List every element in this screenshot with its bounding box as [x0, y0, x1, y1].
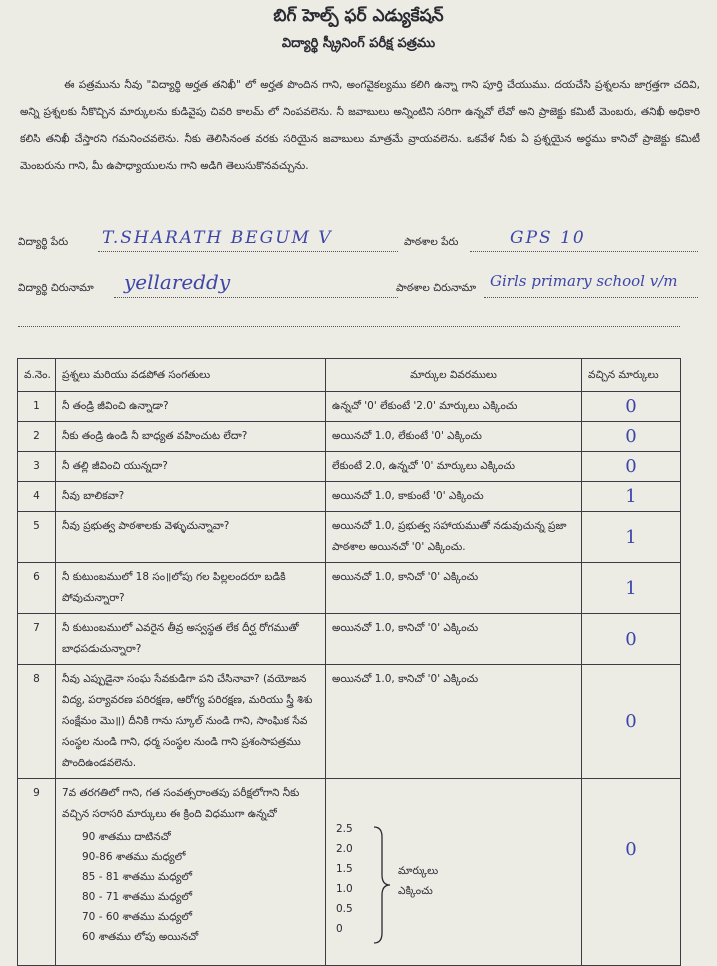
- q9-scale: [332, 783, 575, 961]
- marking-rule: లేకుంటే 2.0, ఉన్నచో '0' మార్కులు ఎక్కించు: [326, 452, 582, 482]
- range-item: 85 - 81 శాతము మధ్యలో: [82, 871, 193, 883]
- table-row: [18, 452, 681, 482]
- range-item: 60 శాతము లోపు అయినచో: [82, 931, 199, 943]
- table-row: [18, 422, 681, 452]
- screening-questions-table: [17, 358, 681, 966]
- marking-rule: అయినచో 1.0, కానిచో '0' ఎక్కించు: [326, 563, 582, 614]
- table-header-row: [18, 359, 681, 392]
- q9-ranges: [82, 827, 319, 947]
- row-number: 2: [18, 422, 56, 452]
- marks-note-line-1: మార్కులు: [398, 865, 439, 877]
- col-header-score: వచ్చిన మార్కులు: [582, 359, 681, 392]
- mark-value: 0: [336, 923, 343, 935]
- school-name-label: పాఠశాల పేరు: [404, 236, 459, 248]
- student-name-field[interactable]: T.SHARATH BEGUM V: [102, 228, 333, 248]
- school-name-line: [470, 251, 698, 252]
- form-title: విద్యార్థి స్క్రీనింగ్ పరీక్ష పత్రము: [281, 36, 436, 51]
- table-row: [18, 482, 681, 512]
- row-number: 4: [18, 482, 56, 512]
- table-row: [18, 512, 681, 563]
- table-row: [18, 665, 681, 779]
- marks-note-line-2: ఎక్కించు: [398, 885, 433, 897]
- mark-value: 2.5: [336, 823, 353, 835]
- marking-rule: అయినచో 1.0, కానిచో '0' ఎక్కించు: [326, 665, 582, 779]
- organization-title: బిగ్ హెల్ప్ ఫర్ ఎడ్యుకేషన్: [273, 6, 444, 26]
- score-field[interactable]: 1: [582, 563, 681, 614]
- col-header-serial: వ.నెం.: [18, 359, 56, 392]
- row-number: 1: [18, 392, 56, 422]
- mark-value: 0.5: [336, 903, 353, 915]
- row-number: 7: [18, 614, 56, 665]
- table-row: [18, 392, 681, 422]
- col-header-questions: ప్రశ్నలు మరియు వడపోత సంగతులు: [56, 359, 326, 392]
- score-field[interactable]: 0: [582, 422, 681, 452]
- range-item: 90 శాతము దాటినచో: [82, 831, 171, 843]
- range-item: 70 - 60 శాతము మధ్యలో: [82, 911, 193, 923]
- row-number: 6: [18, 563, 56, 614]
- marking-rule: అయినచో 1.0, కానిచో '0' ఎక్కించు: [326, 614, 582, 665]
- curly-brace-icon: [372, 825, 394, 945]
- marks-instruction: [398, 861, 438, 901]
- table-row: [18, 779, 681, 966]
- question-text: నీ తండ్రి జీవించి ఉన్నాడా?: [56, 392, 326, 422]
- row-number: 8: [18, 665, 56, 779]
- question-text: [56, 779, 326, 966]
- range-item: 90-86 శాతము మధ్యలో: [82, 851, 186, 863]
- score-field[interactable]: 1: [582, 512, 681, 563]
- range-item: 80 - 71 శాతము మధ్యలో: [82, 891, 193, 903]
- question-text: నీ తల్లి జీవించి యున్నదా?: [56, 452, 326, 482]
- score-field[interactable]: 0: [582, 779, 681, 966]
- col-header-marking: మార్కుల వివరములు: [326, 359, 582, 392]
- score-field[interactable]: 0: [582, 665, 681, 779]
- row-number: 9: [18, 779, 56, 966]
- q9-question: 7వ తరగతిలో గాని, గత సంవత్సరాంతపు పరీక్షలోగాని నీకు వచ్చిన సరాసరి మార్కులు ఈ క్రింది విధముగా ఉన్నచో: [62, 787, 300, 820]
- marking-rule: ఉన్నచో '0' లేకుంటే '2.0' మార్కులు ఎక్కించు: [326, 392, 582, 422]
- student-name-line: [98, 251, 398, 252]
- question-text: నీ కుటుంబములో 18 సం॥లోపు గల పిల్లలందరూ బడికి పోవుచున్నారా?: [56, 563, 326, 614]
- school-address-label: పాఠశాల చిరునామా: [396, 282, 477, 294]
- question-text: నీవు బాలికవా?: [56, 482, 326, 512]
- score-field[interactable]: 1: [582, 482, 681, 512]
- score-field[interactable]: 0: [582, 614, 681, 665]
- student-name-label: విద్యార్థి పేరు: [18, 236, 69, 248]
- instructions-paragraph: ఈ పత్రమును నీవు "విద్యార్థి అర్హత తనిఖీ" లో అర్హత పొందిన గాని, అంగవైకల్యము కలిగి ఉన్నా గాని పూర్తి చేయుము. దయచేసి ప్రశ్నలను జాగ్రత్తగా చదివి, అన్ని ప్రశ్నలకు నీకొచ్చిన మార్కులను కుడివైపు చివరి కాలమ్ లో నింపవలెను. నీ జవాబులు అన్నింటిని సరిగా ఉన్నవో లేవో అని ప్రాజెక్టు కమిటీ మెంబరు, తనిఖీ అధికారి కలిసి తనిఖీ చేస్తారని గమనించవలెను. నీకు తెలిసినంత వరకు సరియైన జవాబులు మాత్రమే వ్రాయవలెను. ఒకవేళ నీకు ఏ ప్రశ్నయైన అర్థము కానిచో ప్రాజెక్టు కమిటీ మెంబరును గాని, మీ ఉపాధ్యాయులను గాని అడిగి తెలుసుకొనవచ్చును.: [20, 79, 700, 172]
- school-address-field[interactable]: Girls primary school v/m: [490, 272, 678, 290]
- student-address-line: [114, 297, 398, 298]
- question-text: నీవు ఎప్పుడైనా సంఘ సేవకుడిగా పని చేసినావా? (వయోజన విద్య, పర్యావరణ పరిరక్షణ, ఆరోగ్య పరిరక్షణ, మరియు స్త్రీ శిశు సంక్షేమం మొ॥) దీనికి గాను స్కూల్ నుండి గాని, సాంఘిక సేవ సంస్థల నుండి గాని, ధర్మ సంస్థల నుండి గాని ప్రశంసాపత్రము పొందిఉండవలెను.: [56, 665, 326, 779]
- score-field[interactable]: 0: [582, 392, 681, 422]
- school-name-field[interactable]: GPS 10: [510, 228, 586, 248]
- table-row: [18, 614, 681, 665]
- row-number: 3: [18, 452, 56, 482]
- question-text: నీకు తండ్రి ఉండి నీ బాధ్యత వహించుట లేదా?: [56, 422, 326, 452]
- marking-rule: అయినచో 1.0, లేకుంటే '0' ఎక్కించు: [326, 422, 582, 452]
- school-address-line: [484, 297, 698, 298]
- row-number: 5: [18, 512, 56, 563]
- mark-value: 1.5: [336, 863, 353, 875]
- student-address-label: విద్యార్థి చిరునామా: [18, 282, 94, 294]
- marking-rule: అయినచో 1.0, కాకుంటే '0' ఎక్కించు: [326, 482, 582, 512]
- question-text: నీవు ప్రభుత్వ పాఠశాలకు వెళ్ళుచున్నావా?: [56, 512, 326, 563]
- marking-rule: [326, 779, 582, 966]
- marks-list: [336, 819, 353, 939]
- marking-rule: అయినచో 1.0, ప్రభుత్వ సహాయముతో నడువుచున్న ప్రజా పాఠశాల అయినచో '0' ఎక్కించు.: [326, 512, 582, 563]
- question-text: నీ కుటుంబములో ఎవరైన తీవ్ర అస్వస్థత లేక దీర్ఘ రోగముతో బాధపడుచున్నారా?: [56, 614, 326, 665]
- extra-address-line: [18, 326, 680, 327]
- mark-value: 1.0: [336, 883, 353, 895]
- table-row: [18, 563, 681, 614]
- mark-value: 2.0: [336, 843, 353, 855]
- score-field[interactable]: 0: [582, 452, 681, 482]
- student-address-field[interactable]: yellareddy: [124, 270, 231, 294]
